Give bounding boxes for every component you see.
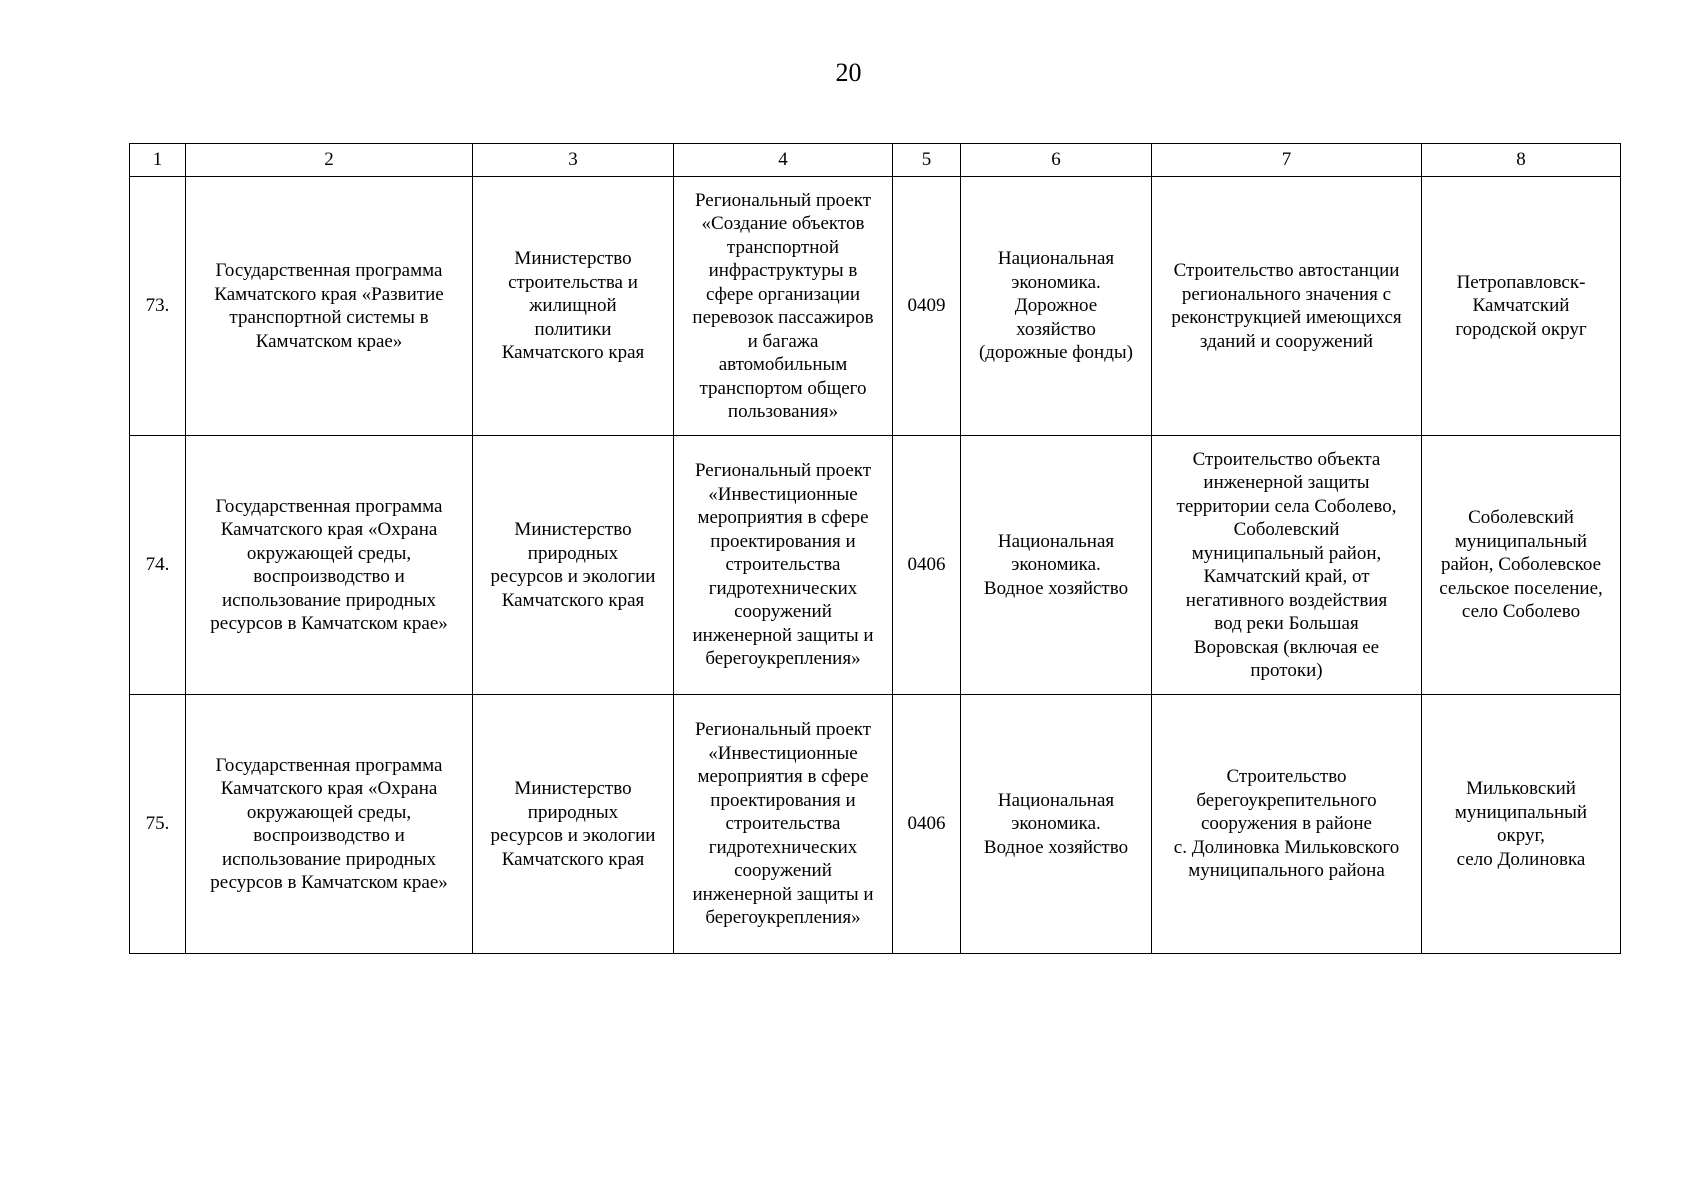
page-number: 20 [835, 58, 862, 87]
column-header-2: 2 [186, 144, 473, 177]
column-header-1: 1 [130, 144, 186, 177]
row-number: 75. [130, 695, 186, 954]
column-header-6: 6 [961, 144, 1152, 177]
column-header-8: 8 [1422, 144, 1621, 177]
program-cell: Государственная программа Камчатского края «Охрана окружающей среды, воспроизводство и использование природных ресурсов в Камчатском крае» [186, 436, 473, 695]
program-cell: Государственная программа Камчатского края «Охрана окружающей среды, воспроизводство и использование природных ресурсов в Камчатском крае» [186, 695, 473, 954]
column-header-5: 5 [893, 144, 961, 177]
code-cell: 0406 [893, 695, 961, 954]
object-cell: Строительство объекта инженерной защиты территории села Соболево, Соболевский муниципальный район, Камчатский край, от негативного воздействия вод реки Большая Воровская (включая ее протоки) [1152, 436, 1422, 695]
location-cell: Петропавловск- Камчатский городской округ [1422, 177, 1621, 436]
header-row [130, 144, 1621, 177]
code-cell: 0406 [893, 436, 961, 695]
objects-table [129, 143, 1621, 954]
program-cell: Государственная программа Камчатского края «Развитие транспортной системы в Камчатском крае» [186, 177, 473, 436]
row-number: 73. [130, 177, 186, 436]
table-row [130, 177, 1621, 436]
row-number: 74. [130, 436, 186, 695]
section-cell: Национальная экономика. Водное хозяйство [961, 436, 1152, 695]
code-cell: 0409 [893, 177, 961, 436]
project-cell: Региональный проект «Создание объектов транспортной инфраструктуры в сфере организации перевозок пассажиров и багажа автомобильным транспортом общего пользования» [674, 177, 893, 436]
location-cell: Соболевский муниципальный район, Соболевское сельское поселение, село Соболево [1422, 436, 1621, 695]
column-header-7: 7 [1152, 144, 1422, 177]
section-cell: Национальная экономика. Дорожное хозяйство (дорожные фонды) [961, 177, 1152, 436]
object-cell: Строительство берегоукрепительного сооружения в районе с. Долиновка Мильковского муниципального района [1152, 695, 1422, 954]
ministry-cell: Министерство строительства и жилищной политики Камчатского края [473, 177, 674, 436]
column-header-4: 4 [674, 144, 893, 177]
column-header-3: 3 [473, 144, 674, 177]
project-cell: Региональный проект «Инвестиционные мероприятия в сфере проектирования и строительства гидротехнических сооружений инженерной защиты и берегоукрепления» [674, 695, 893, 954]
project-cell: Региональный проект «Инвестиционные мероприятия в сфере проектирования и строительства гидротехнических сооружений инженерной защиты и берегоукрепления» [674, 436, 893, 695]
object-cell: Строительство автостанции регионального значения с реконструкцией имеющихся зданий и сооружений [1152, 177, 1422, 436]
location-cell: Мильковский муниципальный округ, село Долиновка [1422, 695, 1621, 954]
ministry-cell: Министерство природных ресурсов и экологии Камчатского края [473, 695, 674, 954]
ministry-cell: Министерство природных ресурсов и экологии Камчатского края [473, 436, 674, 695]
table-row [130, 436, 1621, 695]
table-row [130, 695, 1621, 954]
section-cell: Национальная экономика. Водное хозяйство [961, 695, 1152, 954]
